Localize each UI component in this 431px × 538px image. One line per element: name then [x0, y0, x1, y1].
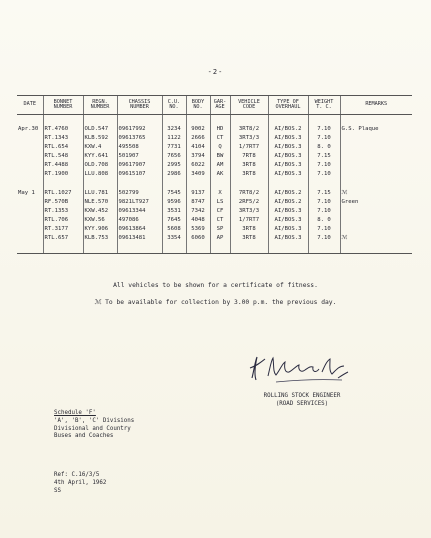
- cell-bonnet-number: RT.1343: [43, 134, 83, 143]
- table-row: [17, 152, 412, 161]
- distribution-block: [54, 410, 134, 441]
- cell-bonnet-number: RT.3177: [43, 225, 83, 234]
- handwritten-signature: [246, 352, 356, 386]
- cell-garage: Q: [210, 143, 230, 152]
- table-row: [17, 207, 412, 216]
- cell-cu-number: 9596: [162, 198, 186, 207]
- spacer-cell: [210, 115, 230, 126]
- cell-remarks: ℳ: [340, 189, 412, 198]
- spacer-cell: [83, 243, 117, 254]
- cell-regn-number: KLB.592: [83, 134, 117, 143]
- table-row: [17, 225, 412, 234]
- cell-body-number: 5369: [186, 225, 210, 234]
- cell-bonnet-number: RTL.706: [43, 216, 83, 225]
- distribution-line: Buses and Coaches: [54, 433, 114, 440]
- spacer-row: [17, 115, 412, 126]
- cell-body-number: 3409: [186, 170, 210, 179]
- cell-body-number: 7342: [186, 207, 210, 216]
- spacer-cell: [43, 115, 83, 126]
- spacer-cell: [162, 179, 186, 189]
- cell-regn-number: LLU.808: [83, 170, 117, 179]
- cell-chassis-number: 495508: [117, 143, 162, 152]
- cell-overhaul-type: AI/BOS.3: [268, 161, 308, 170]
- cell-date: [17, 170, 43, 179]
- cell-chassis-number: 497086: [117, 216, 162, 225]
- cell-bonnet-number: RTL.548: [43, 152, 83, 161]
- spacer-cell: [340, 179, 412, 189]
- spacer-cell: [340, 115, 412, 126]
- cell-chassis-number: 501907: [117, 152, 162, 161]
- cell-regn-number: KYY.641: [83, 152, 117, 161]
- cell-chassis-number: 9821LT927: [117, 198, 162, 207]
- cell-vehicle-code: 7RT8/2: [230, 189, 268, 198]
- cell-weight: 7.10: [308, 125, 340, 134]
- column-header-vehicle-code: VEHICLE CODE: [230, 96, 268, 115]
- cell-cu-number: 3234: [162, 125, 186, 134]
- cell-regn-number: KXW.452: [83, 207, 117, 216]
- cell-regn-number: LLU.781: [83, 189, 117, 198]
- cell-chassis-number: 502799: [117, 189, 162, 198]
- cell-vehicle-code: 7RT8: [230, 152, 268, 161]
- cell-garage: BW: [210, 152, 230, 161]
- cell-garage: AP: [210, 234, 230, 243]
- cell-date: [17, 216, 43, 225]
- table-header-row: [17, 96, 412, 115]
- spacer-cell: [43, 243, 83, 254]
- certificate-note: All vehicles to be shown for a certificate of fitness.: [113, 282, 318, 289]
- spacer-cell: [117, 179, 162, 189]
- typist-initials: SS: [54, 487, 61, 494]
- cell-bonnet-number: RT.1900: [43, 170, 83, 179]
- cell-cu-number: 3354: [162, 234, 186, 243]
- spacer-cell: [117, 243, 162, 254]
- spacer-cell: [83, 179, 117, 189]
- cell-chassis-number: 09617992: [117, 125, 162, 134]
- spacer-cell: [17, 179, 43, 189]
- cell-date: [17, 207, 43, 216]
- cell-regn-number: KLB.753: [83, 234, 117, 243]
- spacer-cell: [162, 243, 186, 254]
- spacer-cell: [230, 243, 268, 254]
- column-header-bonnet: BONNET NUMBER: [43, 96, 83, 115]
- cell-weight: 7.10: [308, 207, 340, 216]
- column-header-body: BODY NO.: [186, 96, 210, 115]
- cell-chassis-number: 09613765: [117, 134, 162, 143]
- spacer-cell: [17, 115, 43, 126]
- cell-vehicle-code: 1/7RT7: [230, 143, 268, 152]
- cell-vehicle-code: 3RT8: [230, 234, 268, 243]
- cell-body-number: 6060: [186, 234, 210, 243]
- spacer-cell: [268, 115, 308, 126]
- spacer-cell: [308, 115, 340, 126]
- signer-subtitle: (ROAD SERVICES): [275, 400, 329, 407]
- table-row: [17, 198, 412, 207]
- cell-regn-number: KYY.906: [83, 225, 117, 234]
- cell-overhaul-type: AI/BOS.3: [268, 207, 308, 216]
- column-header-date: DATE: [17, 96, 43, 115]
- cell-chassis-number: 09613481: [117, 234, 162, 243]
- column-header-garage: GAR- AGE: [210, 96, 230, 115]
- cell-overhaul-type: AI/BOS.3: [268, 134, 308, 143]
- spacer-cell: [186, 243, 210, 254]
- cell-chassis-number: 09617907: [117, 161, 162, 170]
- spacer-cell: [43, 179, 83, 189]
- cell-vehicle-code: 2RF5/2: [230, 198, 268, 207]
- spacer-cell: [340, 243, 412, 254]
- column-header-chassis: CHASSIS NUMBER: [117, 96, 162, 115]
- cell-weight: 7.15: [308, 189, 340, 198]
- cell-weight: 7.10: [308, 134, 340, 143]
- cell-cu-number: 2986: [162, 170, 186, 179]
- cell-remarks: [340, 134, 412, 143]
- cell-regn-number: OLD.547: [83, 125, 117, 134]
- table-body: [17, 115, 412, 254]
- cell-garage: AM: [210, 161, 230, 170]
- spacer-cell: [117, 115, 162, 126]
- cell-bonnet-number: RF.570B: [43, 198, 83, 207]
- column-header-weight: WEIGHT T. C.: [308, 96, 340, 115]
- spacer-cell: [230, 115, 268, 126]
- cell-vehicle-code: 3RT8/2: [230, 125, 268, 134]
- cell-remarks: [340, 143, 412, 152]
- cell-overhaul-type: AI/BOS.3: [268, 225, 308, 234]
- spacer-row: [17, 243, 412, 254]
- cell-cu-number: 7545: [162, 189, 186, 198]
- table-row: [17, 234, 412, 243]
- cell-bonnet-number: RT.4488: [43, 161, 83, 170]
- spacer-cell: [268, 179, 308, 189]
- cell-vehicle-code: 3RT8: [230, 170, 268, 179]
- cell-vehicle-code: 3RT3/3: [230, 134, 268, 143]
- cell-date: [17, 143, 43, 152]
- cell-garage: CF: [210, 207, 230, 216]
- spacer-cell: [83, 115, 117, 126]
- cell-remarks: ℳ: [340, 234, 412, 243]
- cell-body-number: 4048: [186, 216, 210, 225]
- cell-vehicle-code: 1/7RT7: [230, 216, 268, 225]
- schedule-label: Schedule 'F': [54, 410, 96, 416]
- signer-block: [222, 393, 382, 409]
- cell-cu-number: 1122: [162, 134, 186, 143]
- cell-date: Apr.30: [18, 125, 39, 132]
- table-row: [17, 170, 412, 179]
- cell-garage: SP: [210, 225, 230, 234]
- column-header-overhaul: TYPE OF OVERHAUL: [268, 96, 308, 115]
- cell-body-number: 9137: [186, 189, 210, 198]
- column-header-cu: C.U. NO.: [162, 96, 186, 115]
- document-date: 4th April, 1962: [54, 479, 107, 486]
- cell-weight: 7.10: [308, 161, 340, 170]
- cell-bonnet-number: RT.1353: [43, 207, 83, 216]
- cell-bonnet-number: RTL.1027: [43, 189, 83, 198]
- cell-remarks: [340, 225, 412, 234]
- cell-date: [17, 198, 43, 207]
- cell-overhaul-type: AI/BOS.3: [268, 216, 308, 225]
- cell-remarks: G.S. Plaque: [340, 125, 412, 134]
- spacer-cell: [268, 243, 308, 254]
- spacer-cell: [186, 115, 210, 126]
- cell-garage: CT: [210, 134, 230, 143]
- reference-number: Ref: C.16/3/5: [54, 472, 100, 478]
- cell-body-number: 6022: [186, 161, 210, 170]
- cell-weight: 7.10: [308, 234, 340, 243]
- cell-chassis-number: 09613864: [117, 225, 162, 234]
- signer-title: ROLLING STOCK ENGINEER: [263, 393, 341, 399]
- cell-cu-number: 2995: [162, 161, 186, 170]
- cell-date: [17, 134, 43, 143]
- cell-weight: 7.10: [308, 170, 340, 179]
- cell-body-number: 9002: [186, 125, 210, 134]
- overhaul-schedule-table: [17, 95, 412, 254]
- cell-cu-number: 7656: [162, 152, 186, 161]
- table-row: [17, 125, 412, 134]
- table-row: [17, 143, 412, 152]
- cell-overhaul-type: AI/BOS.3: [268, 170, 308, 179]
- distribution-line: 'A', 'B', 'C' Divisions: [54, 417, 135, 424]
- cell-cu-number: 3531: [162, 207, 186, 216]
- table-row: [17, 134, 412, 143]
- table-row: [17, 216, 412, 225]
- cell-overhaul-type: AI/BOS.2: [268, 198, 308, 207]
- cell-weight: 8. 0: [308, 143, 340, 152]
- cell-weight: 7.10: [308, 225, 340, 234]
- cell-overhaul-type: AI/BOS.3: [268, 143, 308, 152]
- spacer-cell: [308, 243, 340, 254]
- cell-regn-number: OLD.708: [83, 161, 117, 170]
- table-row: [17, 189, 412, 198]
- cell-date: [17, 225, 43, 234]
- column-header-remarks: REMARKS: [340, 96, 412, 115]
- cell-date: [17, 234, 43, 243]
- cell-regn-number: NLE.570: [83, 198, 117, 207]
- spacer-cell: [162, 115, 186, 126]
- collection-note: ℳ To be available for collection by 3.00 p.m. the previous day.: [94, 299, 337, 306]
- cell-cu-number: 7731: [162, 143, 186, 152]
- cell-remarks: [340, 170, 412, 179]
- cell-garage: HD: [210, 125, 230, 134]
- cell-cu-number: 7645: [162, 216, 186, 225]
- cell-garage: AK: [210, 170, 230, 179]
- cell-garage: X: [210, 189, 230, 198]
- spacer-cell: [210, 243, 230, 254]
- cell-overhaul-type: AI/BOS.3: [268, 234, 308, 243]
- cell-overhaul-type: AI/BOS.2: [268, 189, 308, 198]
- distribution-line: Divisional and Country: [54, 425, 131, 432]
- cell-weight: 7.15: [308, 152, 340, 161]
- spacer-cell: [230, 179, 268, 189]
- cell-chassis-number: 09613344: [117, 207, 162, 216]
- cell-remarks: [340, 207, 412, 216]
- column-header-regn: REGN. NUMBER: [83, 96, 117, 115]
- cell-bonnet-number: RT.4760: [43, 125, 83, 134]
- cell-bonnet-number: RTL.657: [43, 234, 83, 243]
- cell-overhaul-type: AI/BOS.2: [268, 125, 308, 134]
- cell-regn-number: KXW.56: [83, 216, 117, 225]
- spacer-cell: [308, 179, 340, 189]
- spacer-row: [17, 179, 412, 189]
- cell-remarks: [340, 152, 412, 161]
- cell-body-number: 4104: [186, 143, 210, 152]
- cell-vehicle-code: 3RT3/3: [230, 207, 268, 216]
- cell-overhaul-type: AI/BOS.3: [268, 152, 308, 161]
- table-row: [17, 161, 412, 170]
- cell-garage: LS: [210, 198, 230, 207]
- cell-body-number: 2666: [186, 134, 210, 143]
- cell-weight: 7.10: [308, 198, 340, 207]
- cell-body-number: 8747: [186, 198, 210, 207]
- cell-date: [17, 152, 43, 161]
- cell-date: May 1: [18, 189, 35, 196]
- spacer-cell: [186, 179, 210, 189]
- cell-body-number: 3794: [186, 152, 210, 161]
- cell-bonnet-number: RTL.654: [43, 143, 83, 152]
- cell-vehicle-code: 3RT8: [230, 225, 268, 234]
- cell-remarks: [340, 161, 412, 170]
- spacer-cell: [210, 179, 230, 189]
- cell-garage: CT: [210, 216, 230, 225]
- cell-chassis-number: 09615107: [117, 170, 162, 179]
- cell-cu-number: 5608: [162, 225, 186, 234]
- reference-block: [54, 472, 106, 495]
- spacer-cell: [17, 243, 43, 254]
- cell-date: [17, 161, 43, 170]
- cell-vehicle-code: 3RT8: [230, 161, 268, 170]
- cell-remarks: [340, 216, 412, 225]
- cell-regn-number: KXW.4: [83, 143, 117, 152]
- cell-weight: 8. 0: [308, 216, 340, 225]
- page-number: -2-: [207, 68, 224, 76]
- cell-remarks: Green: [340, 198, 412, 207]
